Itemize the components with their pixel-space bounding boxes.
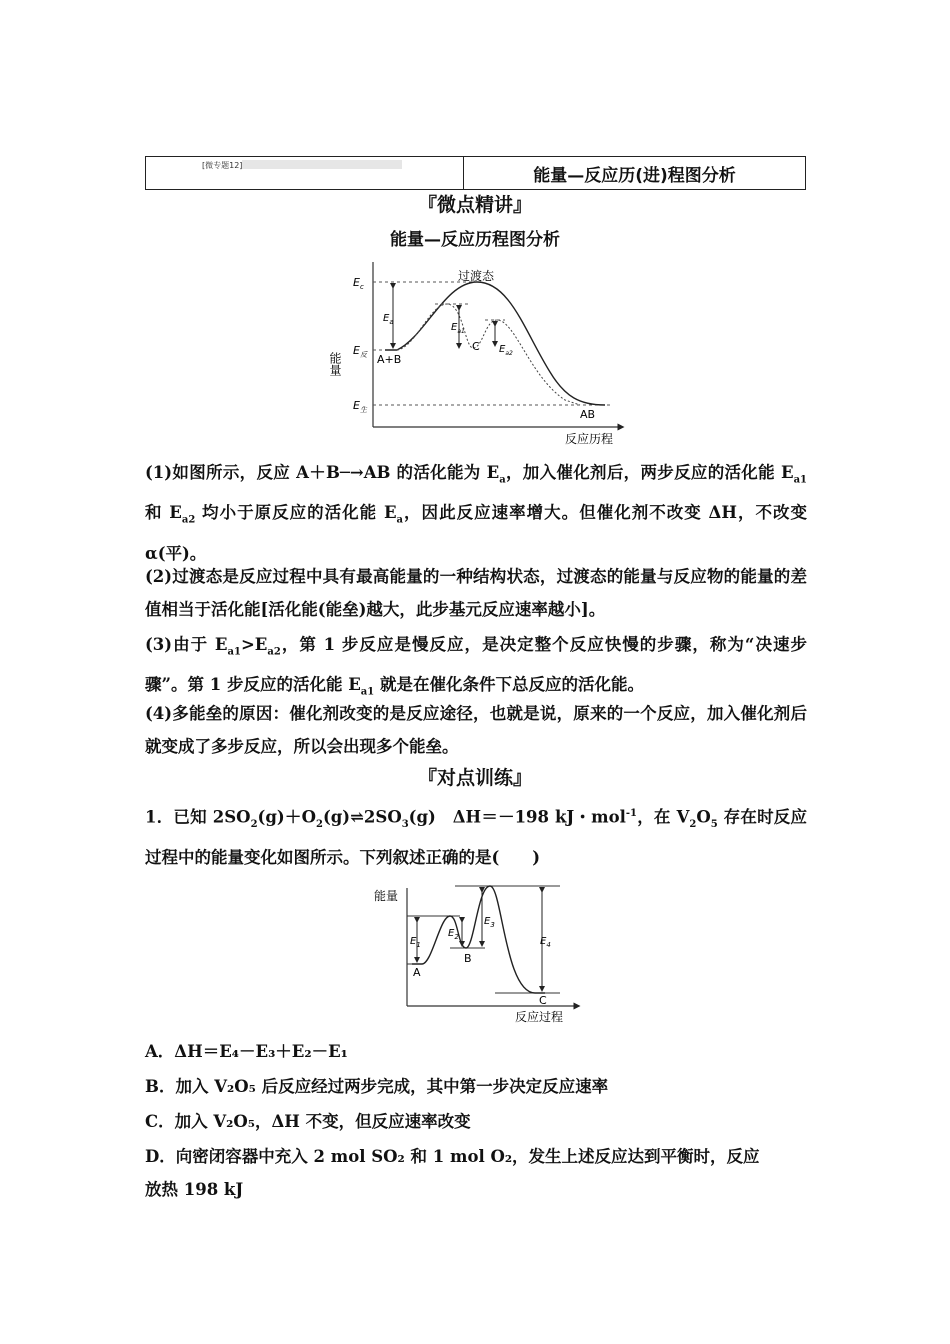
ea2-label: $E_{a2}$: [499, 344, 513, 357]
option-a[interactable]: A．ΔH＝E₄－E₃＋E₂－E₁: [145, 1042, 348, 1061]
option-b[interactable]: B．加入 V₂O₅ 后反应经过两步完成，其中第一步决定反应速率: [145, 1077, 609, 1096]
e3-label: $E_3$: [484, 916, 495, 929]
header-tag: [微专题12]: [202, 161, 243, 170]
catalyzed-curve: [397, 304, 580, 405]
section-tag-training: 『对点训练』: [417, 767, 532, 789]
energy-profile-figure-2: [370, 878, 590, 1028]
x-axis-label-2: 反应过程: [515, 1010, 564, 1024]
e2-label: $E_2$: [448, 928, 459, 941]
ea-label: $E_a$: [383, 313, 394, 326]
y-axis-label: 能量: [328, 352, 342, 376]
header-box: [145, 156, 806, 190]
option-d[interactable]: [145, 1140, 807, 1206]
header-title: 能量—反应历(进)程图分析: [533, 165, 736, 186]
paragraph-2: (2)过渡态是反应过程中具有最高能量的一种结构状态，过渡态的能量与反应物的能量的差值相当于活化能[活化能(能垒)越大，此步基元反应速率越小]。: [145, 567, 807, 619]
x-axis-label: 反应历程: [565, 432, 614, 446]
a-label: A: [413, 966, 421, 979]
esheng-label: $E_生$: [353, 399, 367, 414]
reactant-label: A+B: [377, 353, 402, 366]
efan-label: $E_反$: [353, 344, 367, 359]
e4-label: $E_4$: [540, 936, 551, 949]
ec-label: $E_c$: [353, 276, 364, 291]
option-d-line-2: 放热 198 kJ: [145, 1180, 244, 1199]
section-tag-micro: 『微点精讲』: [417, 194, 532, 216]
paragraph-4: (4)多能垒的原因：催化剂改变的是反应途径，也就是说，原来的一个反应，加入催化剂后就变成了多步反应，所以会出现多个能垒。: [145, 704, 807, 756]
option-c[interactable]: C．加入 V₂O₅，ΔH 不变，但反应速率改变: [145, 1112, 471, 1131]
transition-state-label: 过渡态: [458, 269, 495, 283]
question-1-stem: 1．已知 $2SO_2(g)+O_2(g)\rightleftharpoons 2SO_3(g)$ ΔH＝－198 kJ・mol$^{-1}$，在 $V_2O_5$ 存在时反应过程中的能量变化如图所示。下列叙述正确的是( ): [145, 807, 808, 867]
reaction-curve-2: [412, 886, 545, 993]
energy-profile-figure-1: [325, 262, 635, 450]
paragraph-3: (3)由于 $E_{a1}>E_{a2}$，第 1 步反应是慢反应，是决定整个反应快慢的步骤，称为“决速步骤”。第 1 步反应的活化能 $E_{a1}$ 就是在催化条件下总反应的活化能。: [145, 635, 807, 698]
header-strip: [242, 160, 402, 169]
paragraph-1: (1)如图所示，反应 A＋B─→AB 的活化能为 $E_a$，加入催化剂后，两步反应的活化能 $E_{a1}$ 和 $E_{a2}$ 均小于原反应的活化能 $E_a$，因此反应速率增大。但催化剂不改变 ΔH，不改变 α(平)。: [145, 463, 807, 563]
header-left-cell: [146, 157, 464, 189]
option-d-line-1: D．向密闭容器中充入 2 mol SO₂ 和 1 mol O₂，发生上述反应达到平衡时，反应: [145, 1147, 760, 1166]
product-label: AB: [580, 408, 596, 421]
section-subtitle: 能量—反应历程图分析: [390, 230, 560, 250]
ea1-label: $E_{a1}$: [451, 322, 465, 335]
e1-label: $E_1$: [410, 936, 421, 949]
b-label: B: [464, 952, 472, 965]
intermediate-c-label: C: [472, 340, 480, 353]
c-label: C: [539, 994, 547, 1007]
y-axis-label-2: 能量: [374, 889, 399, 903]
